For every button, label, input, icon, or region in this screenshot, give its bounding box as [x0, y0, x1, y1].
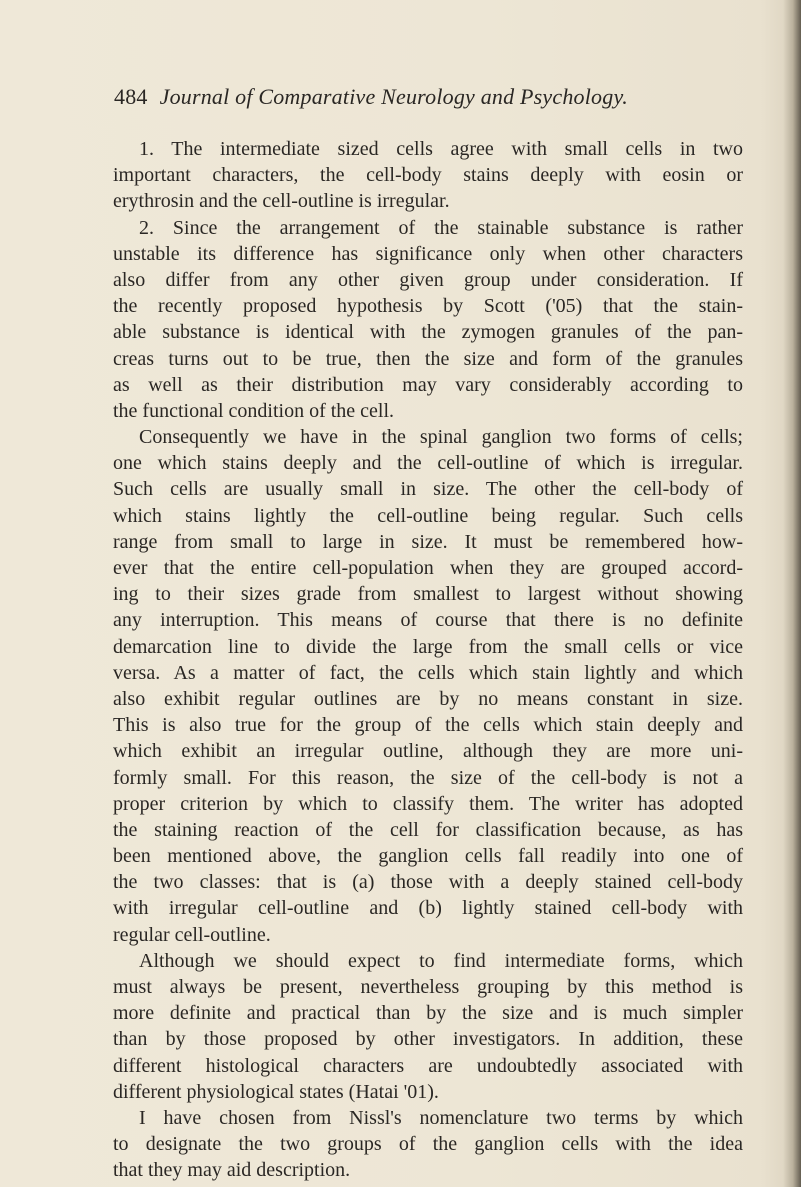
text-line: which stains lightly the cell-outline being regular. Such cells [113, 504, 743, 527]
text-line: to designate the two groups of the ganglion cells with the idea [113, 1133, 743, 1156]
text-line: must always be present, nevertheless grouping by this method is [113, 976, 743, 998]
text-line: able substance is identical with the zymogen granules of the pan- [113, 321, 743, 344]
text-line: that they may aid description. [113, 1159, 351, 1182]
text-line: than by those proposed by other investigators. In addition, these [113, 1028, 743, 1051]
text-line: This is also true for the group of the cells which stain deeply and [113, 714, 743, 737]
text-line: demarcation line to divide the large from the small cells or vice [113, 635, 743, 658]
text-line: Consequently we have in the spinal ganglion two forms of cells; [139, 426, 743, 449]
text-line: the functional condition of the cell. [113, 399, 395, 422]
text-line: the staining reaction of the cell for classification because, as has [113, 818, 743, 841]
journal-title: Journal of Comparative Neurology and Psychology. [159, 84, 628, 109]
page-number: 484 [114, 84, 148, 109]
text-line: been mentioned above, the ganglion cells fall readily into one of [113, 845, 743, 868]
text-line: any interruption. This means of course that there is no definite [113, 609, 743, 632]
text-line: proper criterion by which to classify them. The writer has adopted [113, 792, 743, 815]
text-line: unstable its difference has significance only when other characters [113, 242, 743, 265]
text-line: the recently proposed hypothesis by Scott ('05) that the stain- [113, 295, 743, 318]
text-line: one which stains deeply and the cell-outline of which is irregular. [113, 452, 743, 475]
text-line: also differ from any other given group under consideration. If [113, 268, 743, 291]
text-line: with irregular cell-outline and (b) lightly stained cell-body with [113, 897, 743, 920]
text-line: creas turns out to be true, then the size and form of the granules [113, 347, 743, 370]
text-line: ing to their sizes grade from smallest to largest without showing [113, 583, 743, 606]
page-binding-edge [783, 0, 801, 1187]
text-line: Although we should expect to find intermediate forms, which [139, 949, 743, 972]
text-line: different physiological states (Hatai '01). [113, 1080, 439, 1103]
text-line: also exhibit regular outlines are by no means constant in size. [113, 687, 743, 710]
text-line: Such cells are usually small in size. The other the cell-body of [113, 478, 743, 501]
running-header [114, 84, 694, 118]
text-line: important characters, the cell-body stains deeply with eosin or [113, 164, 743, 187]
text-line: erythrosin and the cell-outline is irregular. [113, 190, 450, 213]
text-line: which exhibit an irregular outline, although they are more uni- [113, 740, 743, 763]
text-line: formly small. For this reason, the size of the cell-body is not a [113, 766, 743, 789]
text-line: 2. Since the arrangement of the stainable substance is rather [139, 216, 743, 239]
text-line: I have chosen from Nissl's nomenclature two terms by which [139, 1106, 743, 1129]
text-line: the two classes: that is (a) those with a deeply stained cell-body [113, 871, 743, 894]
text-line: range from small to large in size. It must be remembered how- [113, 530, 743, 553]
body-text [113, 136, 743, 1184]
text-line: ever that the entire cell-population when they are grouped accord- [113, 557, 743, 579]
text-line: versa. As a matter of fact, the cells which stain lightly and which [113, 661, 743, 684]
text-line: different histological characters are undoubtedly associated with [113, 1054, 743, 1077]
text-line: regular cell-outline. [113, 923, 271, 946]
text-line: as well as their distribution may vary considerably according to [113, 373, 743, 396]
text-line: 1. The intermediate sized cells agree with small cells in two [139, 138, 743, 160]
text-line: more definite and practical than by the size and is much simpler [113, 1002, 743, 1025]
